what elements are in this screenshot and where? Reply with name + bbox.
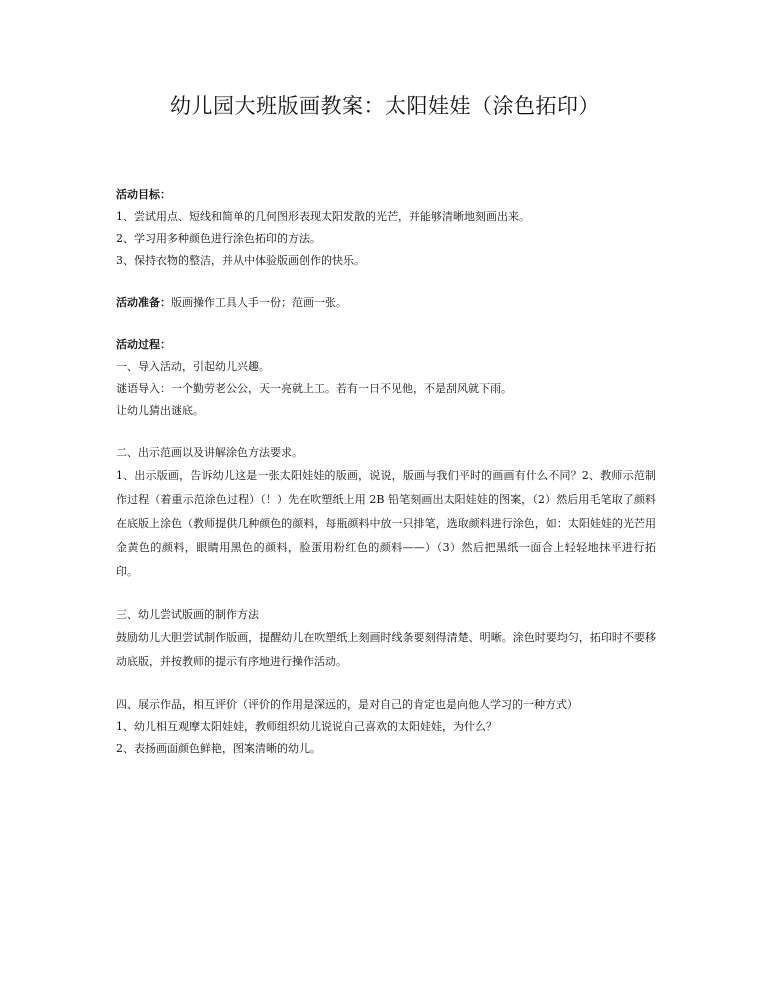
preparation-line [116, 292, 656, 314]
spacer [116, 314, 656, 334]
step1-guess: 让幼儿猜出谜底。 [116, 404, 204, 417]
spacer [116, 272, 656, 292]
goal-item-2: 2、学习用多种颜色进行涂色拓印的方法。 [116, 232, 321, 245]
preparation-text: 版画操作工具人手一份；范画一张。 [171, 296, 347, 309]
document-body [116, 184, 656, 760]
goal-item-3: 3、保持衣物的整洁，并从中体验版画创作的快乐。 [116, 254, 365, 267]
step4-title: 四、展示作品，相互评价（评价的作用是深远的，是对自己的肯定也是向他人学习的一种方式） [116, 698, 578, 711]
step1-riddle: 谜语导入：一个勤劳老公公，天一亮就上工。若有一日不见他，不是刮风就下雨。 [116, 382, 512, 395]
step4-item-1: 1、幼儿相互观摩太阳娃娃，教师组织幼儿说说自己喜欢的太阳娃娃，为什么？ [116, 720, 497, 733]
step2-paragraph: 1、出示版画，告诉幼儿这是一张太阳娃娃的版画，说说，版画与我们平时的画画有什么不同？2、教师示范制作过程（着重示范涂色过程）（！）先在吹塑纸上用 2B 铅笔刻画出太阳娃娃的图案，（2）然后用毛笔取了颜料在底版上涂色（教师提供几种颜色的颜料，每瓶颜料中放一只排笔，选取颜料进行涂色，如：太阳娃娃的光芒用金黄色的颜料，眼睛用黑色的颜料，脸蛋用粉红色的颜料——）（3）然后把黑纸一面合上轻轻地抹平进行拓印。 [116, 469, 656, 578]
step3-title: 三、幼儿尝试版画的制作方法 [116, 608, 259, 621]
spacer [116, 584, 656, 604]
step4-item-2: 2、表扬画面颜色鲜艳，图案清晰的幼儿。 [116, 742, 321, 755]
preparation-heading: 活动准备： [116, 296, 171, 309]
spacer [116, 422, 656, 442]
step1-title: 一、导入活动，引起幼儿兴趣。 [116, 360, 270, 373]
page-title: 幼儿园大班版画教案：太阳娃娃（涂色拓印） [170, 94, 600, 118]
goals-heading: 活动目标： [116, 188, 171, 201]
step2-title: 二、出示范画以及讲解涂色方法要求。 [116, 446, 303, 459]
goal-item-1: 1、尝试用点、短线和简单的几何图形表现太阳发散的光芒，并能够清晰地刻画出来。 [116, 210, 530, 223]
step3-paragraph: 鼓励幼儿大胆尝试制作版画，提醒幼儿在吹塑纸上刻画时线条要刻得清楚、明晰。涂色时要均匀，拓印时不要移动底版，并按教师的提示有序地进行操作活动。 [116, 631, 656, 668]
process-heading: 活动过程： [116, 338, 171, 351]
spacer [116, 674, 656, 694]
